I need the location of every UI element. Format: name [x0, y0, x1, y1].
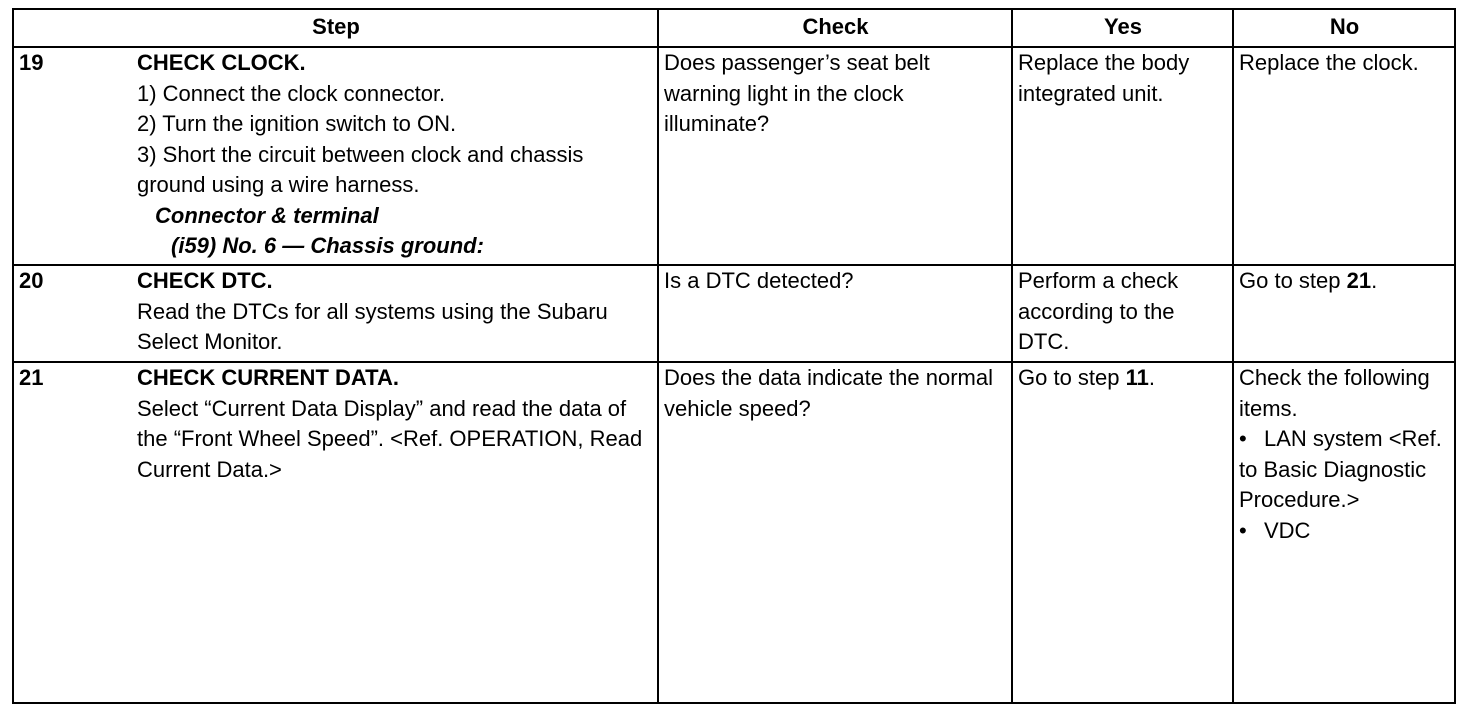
- no-intro: Check the following items.: [1239, 365, 1430, 421]
- no-cell: [1233, 265, 1455, 362]
- step-number: 19: [19, 50, 44, 75]
- step-reference: 11: [1125, 365, 1149, 390]
- no-prefix: Go to step: [1239, 268, 1347, 293]
- step-reference: 21: [1346, 268, 1372, 293]
- step-number: 21: [19, 365, 44, 390]
- header-yes: Yes: [1012, 9, 1233, 47]
- step-instruction: Select “Current Data Display” and read the data of the “Front Wheel Speed”. <Ref. OPERATION, Read Current Data.>: [137, 395, 643, 482]
- diagnostic-table: [12, 8, 1456, 704]
- header-row: [13, 9, 1455, 47]
- check-cell: Does the data indicate the normal vehicle speed?: [658, 362, 1012, 703]
- no-cell: Replace the clock.: [1233, 47, 1455, 265]
- yes-prefix: Go to step: [1018, 365, 1126, 390]
- header-check: Check: [658, 9, 1012, 47]
- bullet-icon: •: [1239, 426, 1247, 451]
- step-cell: [13, 265, 658, 362]
- step-title: CHECK CURRENT DATA.: [137, 365, 399, 390]
- step-instruction: 1) Connect the clock connector.: [137, 80, 446, 106]
- list-item: • LAN system <Ref. to Basic Diagnostic Procedure.>: [1239, 426, 1442, 512]
- table-row: [13, 265, 1455, 362]
- yes-cell: Replace the body integrated unit.: [1012, 47, 1233, 265]
- step-cell: [13, 47, 658, 265]
- bullet-icon: •: [1239, 517, 1247, 543]
- step-title: CHECK DTC.: [137, 268, 273, 293]
- connector-label: Connector & terminal: [155, 202, 379, 228]
- yes-cell: [1012, 362, 1233, 703]
- step-cell: [13, 362, 658, 703]
- connector-value: (i59) No. 6 — Chassis ground:: [171, 233, 484, 258]
- check-cell: Is a DTC detected?: [658, 265, 1012, 362]
- yes-suffix: .: [1148, 365, 1156, 390]
- table-row: [13, 362, 1455, 703]
- step-number: 20: [19, 268, 44, 293]
- header-step: Step: [13, 9, 658, 47]
- step-instruction: 3) Short the circuit between clock and chassis ground using a wire harness.: [137, 141, 584, 197]
- step-title: CHECK CLOCK.: [137, 50, 306, 75]
- table-row: [13, 47, 1455, 265]
- check-cell: Does passenger’s seat belt warning light in the clock illuminate?: [658, 47, 1012, 265]
- step-instruction: 2) Turn the ignition switch to ON.: [137, 111, 457, 136]
- no-cell: [1233, 362, 1455, 703]
- header-no: No: [1233, 9, 1455, 47]
- yes-cell: Perform a check according to the DTC.: [1012, 265, 1233, 362]
- step-instruction: Read the DTCs for all systems using the Subaru Select Monitor.: [137, 298, 608, 354]
- no-suffix: .: [1371, 268, 1378, 293]
- list-item: • VDC: [1239, 516, 1450, 547]
